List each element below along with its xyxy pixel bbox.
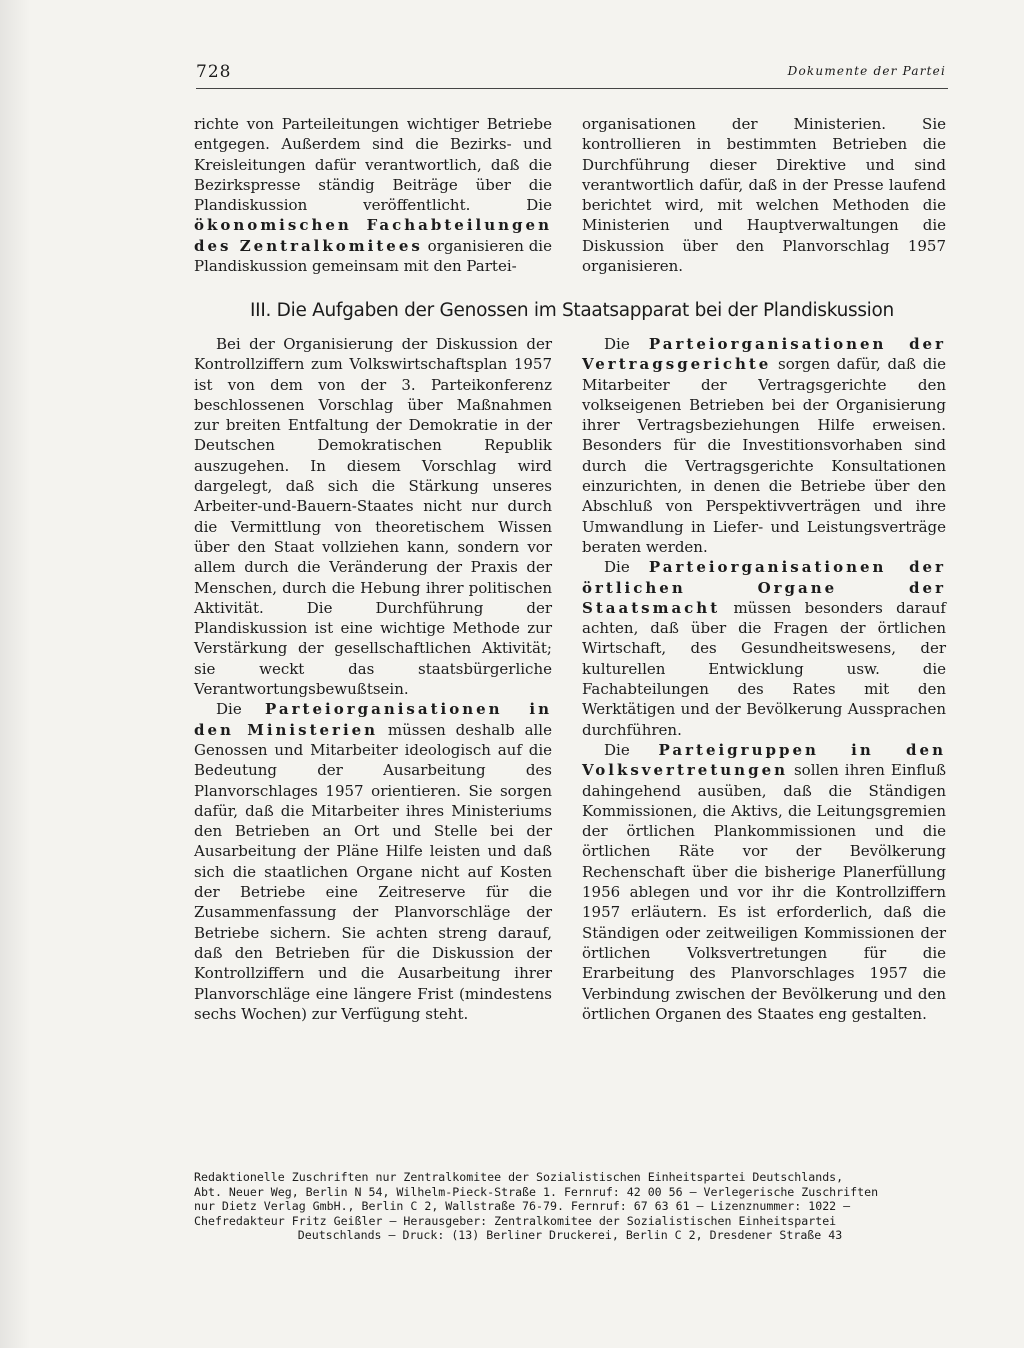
body-left-column — [194, 334, 552, 1024]
paragraph — [194, 114, 552, 276]
spaced-emphasis: Parteiorganisationen der Vertragsgerichte — [582, 335, 947, 374]
paragraph — [582, 557, 946, 740]
text-run: müssen deshalb alle Genossen und Mitarbeiter ideologisch auf die Bedeutung der Ausarbeitung des Planvorschlages 1957 orientieren. Sie sorgen dafür, daß die Mitarbeiter ihres Ministeriums den Betrieben an Ort und Stelle bei der Ausarbeitung der Pläne Hilfe leisten und daß sich die staatlichen Organe nicht auf Kosten der Betriebe eine Zeitreserve für die Zusammenfassung der Planvorschläge der Betriebe sichern. Sie achten streng darauf, daß den Betrieben für die Diskussion der Kontrollziffern und die Ausarbeitung ihrer Planvorschläge eine längere Frist (mindestens sechs Wochen) zur Verfügung steht. — [194, 720, 552, 1023]
text-run: richte von Parteileitungen wichtiger Betriebe entgegen. Außerdem sind die Bezirks- und Kreisleitungen dafür verantwortlich, daß die Bezirkspresse ständig Beiträge über die Plandiskussion veröffentlicht. Die — [194, 115, 552, 215]
imprint-line: Redaktionelle Zuschriften nur Zentralkomitee der Sozialistischen Einheitspartei Deutschlands, — [194, 1170, 844, 1184]
text-run: müssen besonders darauf achten, daß über die Fragen der örtlichen Wirtschaft, des Gesundheitswesens, der kulturellen Entwicklung usw. die Fachabteilungen des Rates mit den Werktätigen und der Bevölkerung Aussprachen durchführen. — [582, 598, 946, 739]
page-number: 728 — [196, 62, 232, 82]
imprint-line: Abt. Neuer Weg, Berlin N 54, Wilhelm-Pieck-Straße 1. Fernruf: 42 00 56 — Verlegerische Zuschriften — [194, 1184, 879, 1199]
paragraph: organisationen der Ministerien. Sie kontrollieren in bestimmten Betrieben die Durchführung dieser Direktive und sind verantwortlich dafür, daß in der Presse laufend berichtet wird, mit welchen Methoden die Ministerien und Hauptverwaltungen die Diskussion über den Planvorschlag 1957 organisieren. — [582, 115, 946, 276]
text-run: Die — [604, 335, 649, 353]
body-right-column — [582, 334, 946, 1024]
imprint-line: Chefredakteur Fritz Geißler — Herausgeber: Zentralkomitee der Sozialistischen Einheitspartei — [194, 1213, 837, 1228]
spaced-emphasis: Parteigruppen in den Volksvertretungen — [582, 740, 946, 780]
text-run: sorgen dafür, daß die Mitarbeiter der Vertragsgerichte den volkseigenen Betrieben bei der Organisierung ihrer Vertragsbeziehungen Hilfe erweisen. Besonders für die Investitionsvorhaben sind durch die Vertragsgerichte Konsultationen einzurichten, in denen die Betriebe über den Abschluß von Perspektivverträgen und ihre Umwandlung in Liefer- und Leistungsverträge beraten werden. — [582, 355, 946, 556]
text-run: Die — [216, 700, 266, 719]
spaced-emphasis: ökonomischen Fachabteilungen des Zentralkomitees — [194, 216, 552, 255]
text-run: Die — [604, 740, 659, 759]
paragraph — [194, 699, 552, 1024]
section-heading: III. Die Aufgaben der Genossen im Staatsapparat bei der Plandiskussion — [250, 300, 894, 321]
text-run: organisieren die Plandiskussion gemeinsam mit den Partei- — [194, 236, 552, 276]
imprint-line: nur Dietz Verlag GmbH., Berlin C 2, Wallstraße 76-79. Fernruf: 67 63 61 — Lizenznummer: 1022 — — [194, 1199, 851, 1214]
running-head: Dokumente der Partei — [787, 64, 946, 78]
spaced-emphasis: Parteiorganisationen in den Ministerien — [194, 700, 552, 739]
paragraph: Bei der Organisierung der Diskussion der Kontrollziffern zum Volkswirtschaftsplan 1957 ist von dem von der 3. Parteikonferenz beschlossenen Vorschlag über Maßnahmen zur breiten Entfaltung der Demokratie in der Deutschen Demokratischen Republik auszugehen. In diesem Vorschlag wird dargelegt, daß sich die Stärkung unseres Arbeiter-und-Bauern-Staates nicht nur durch die Vermittlung von theoretischem Wissen über den Staat vollziehen kann, sondern vor allem durch die Veränderung der Praxis der Menschen, durch die Hebung ihrer politischen Aktivität. Die Durchführung der Plandiskussion ist eine wichtige Methode zur Verstärkung der gesellschaftlichen Aktivität; sie weckt das staatsbürgerliche Verantwortungsbewußtsein. — [194, 335, 552, 699]
text-run: Die — [604, 558, 649, 577]
imprint-footer — [194, 1170, 946, 1243]
paragraph — [582, 334, 946, 557]
spaced-emphasis: Parteiorganisationen der örtlichen Organe der Staatsmacht — [582, 558, 947, 617]
top-left-column — [194, 114, 552, 276]
text-run: sollen ihren Einfluß dahingehend ausüben, daß die Ständigen Kommissionen, die Aktivs, die Leitungsgremien der örtlichen Plankommissionen und die örtlichen Räte vor der Bevölkerung Rechenschaft über die bisherige Planerfüllung 1956 ablegen und vor ihr die Kontrollziffern 1957 erläutern. Es ist erforderlich, daß die Ständigen oder zeitweiligen Kommissionen der örtlichen Volksvertretungen für die Erarbeitung des Planvorschlages 1957 die Verbindung zwischen der Bevölkerung und den örtlichen Organen des Staates eng gestalten. — [582, 761, 946, 1023]
imprint-line: Deutschlands — Druck: (13) Berliner Druckerei, Berlin C 2, Dresdener Straße 43 — [297, 1228, 843, 1243]
paragraph — [582, 740, 946, 1024]
top-right-column — [582, 114, 946, 276]
scan-edge-shadow — [0, 0, 30, 1348]
header-rule — [196, 88, 948, 89]
